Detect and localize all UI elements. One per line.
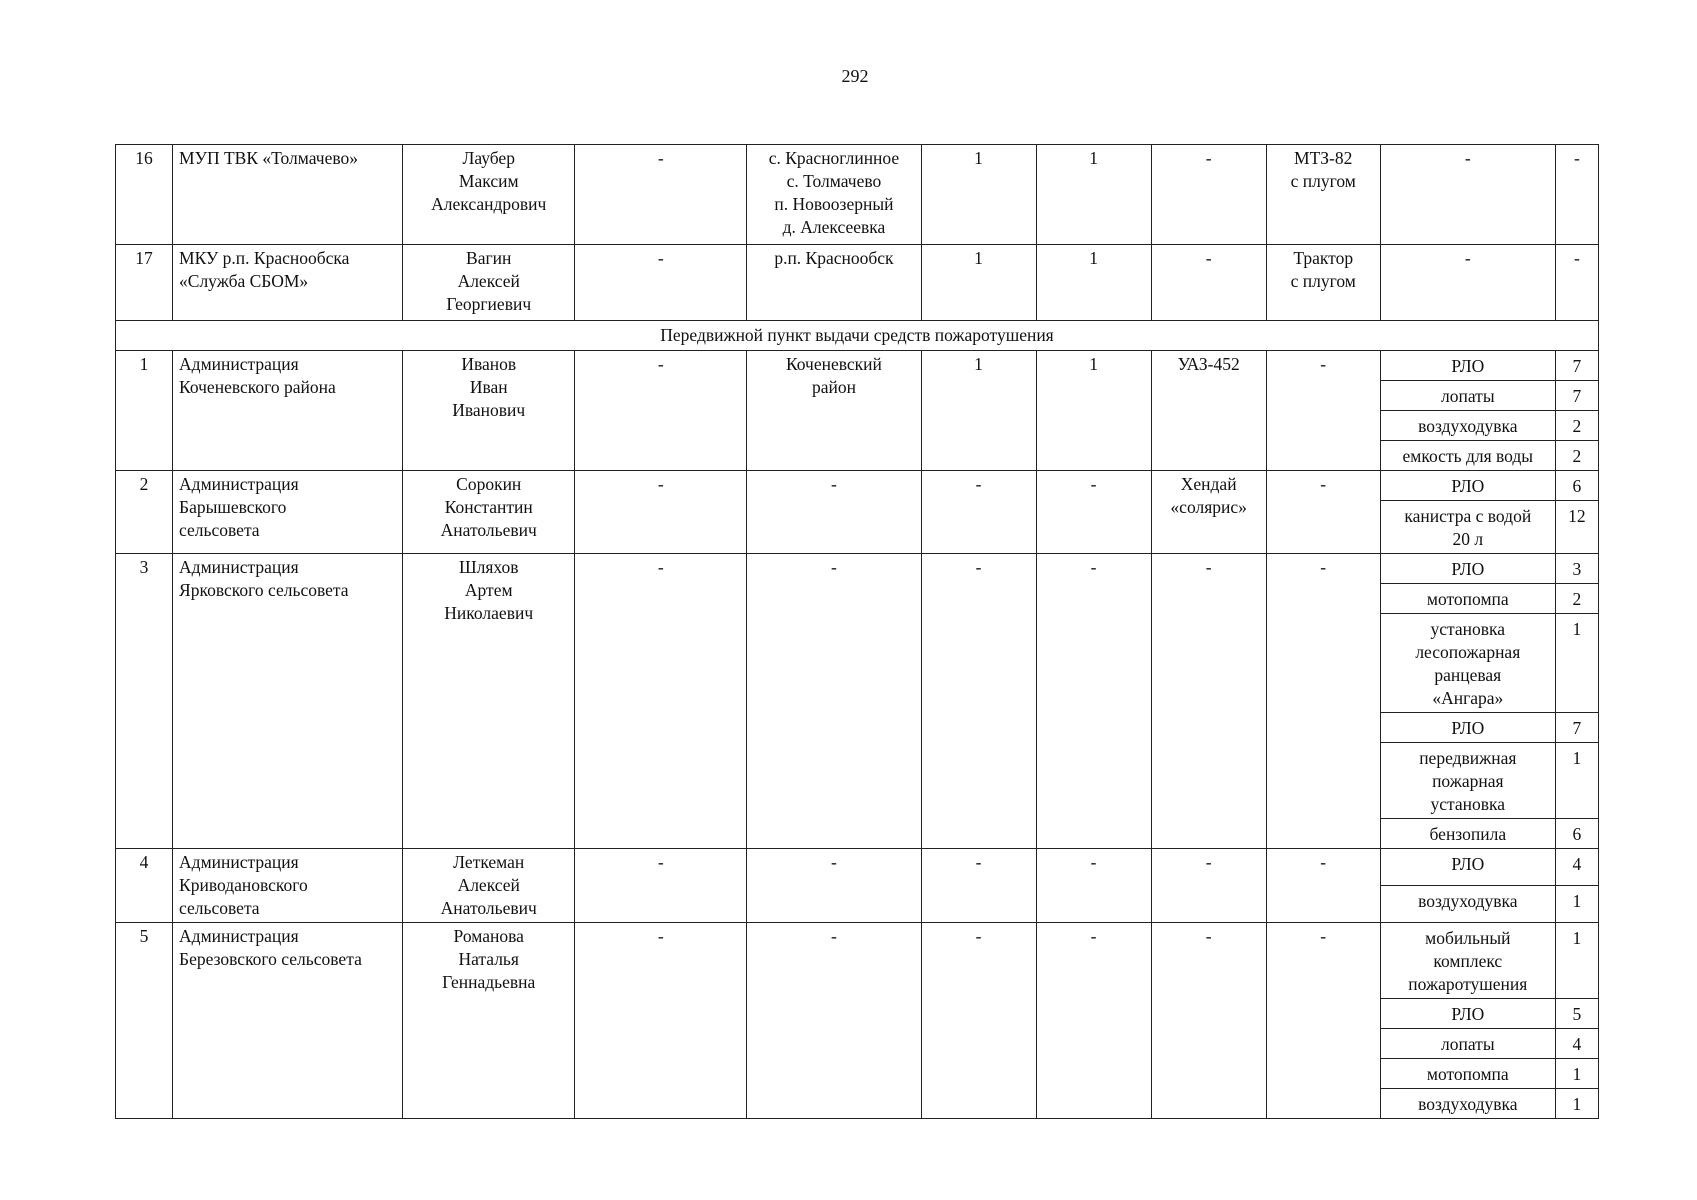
quantity-cell: 3 [1555,554,1598,584]
quantity-cell: 6 [1555,819,1598,849]
row-number: 3 [116,554,173,849]
quantity-cell: 1 [1555,743,1598,819]
section-title: Передвижной пункт выдачи средств пожаротушения [116,321,1599,351]
quantity-cell: 1 [1555,886,1598,923]
row-number: 17 [116,245,173,321]
item-cell: РЛО [1380,999,1555,1029]
row-number: 2 [116,471,173,554]
row-number: 5 [116,923,173,1119]
location-cell: с. Красноглинное с. Толмачево п. Новоозерный д. Алексеевка [747,145,921,245]
column-3-cell: - [575,554,747,849]
column-5-cell: 1 [921,145,1036,245]
item-cell: РЛО [1380,849,1555,886]
organization-cell: Администрация Березовского сельсовета [173,923,403,1119]
equipment-table [115,144,1599,1119]
responsible-cell: Вагин Алексей Георгиевич [403,245,575,321]
responsible-cell: Леткеман Алексей Анатольевич [403,849,575,923]
column-6-cell: 1 [1036,145,1151,245]
quantity-cell: 1 [1555,1089,1598,1119]
quantity-cell: - [1555,245,1598,321]
item-cell: РЛО [1380,713,1555,743]
item-cell: лопаты [1380,381,1555,411]
row-number: 16 [116,145,173,245]
item-cell: мобильный комплекс пожаротушения [1380,923,1555,999]
quantity-cell: 12 [1555,501,1598,554]
column-6-cell: 1 [1036,351,1151,471]
location-cell: - [747,849,921,923]
item-cell: воздуходувка [1380,886,1555,923]
quantity-cell: 2 [1555,584,1598,614]
column-6-cell: - [1036,471,1151,554]
organization-cell: Администрация Барышевского сельсовета [173,471,403,554]
vehicle-cell: - [1151,849,1266,923]
table-row [116,849,1599,886]
item-cell: - [1380,245,1555,321]
column-5-cell: - [921,554,1036,849]
table-row [116,145,1599,245]
responsible-cell: Иванов Иван Иванович [403,351,575,471]
item-cell: мотопомпа [1380,1059,1555,1089]
responsible-cell: Лаубер Максим Александрович [403,145,575,245]
row-number: 4 [116,849,173,923]
page-number: 292 [841,66,869,86]
quantity-cell: 7 [1555,381,1598,411]
item-cell: бензопила [1380,819,1555,849]
column-6-cell: - [1036,554,1151,849]
column-5-cell: - [921,923,1036,1119]
location-cell: - [747,554,921,849]
organization-cell: Администрация Криводановского сельсовета [173,849,403,923]
vehicle-cell: - [1151,245,1266,321]
column-5-cell: 1 [921,245,1036,321]
item-cell: мотопомпа [1380,584,1555,614]
table-row [116,351,1599,381]
responsible-cell: Романова Наталья Геннадьевна [403,923,575,1119]
organization-cell: МКУ р.п. Краснообска «Служба СБОМ» [173,245,403,321]
item-cell: воздуходувка [1380,1089,1555,1119]
organization-cell: Администрация Ярковского сельсовета [173,554,403,849]
quantity-cell: 4 [1555,1029,1598,1059]
machinery-cell: - [1266,471,1380,554]
table-row [116,554,1599,584]
item-cell: канистра с водой 20 л [1380,501,1555,554]
machinery-cell: - [1266,351,1380,471]
column-3-cell: - [575,145,747,245]
machinery-cell: - [1266,849,1380,923]
table-row [116,471,1599,501]
item-cell: - [1380,145,1555,245]
vehicle-cell: - [1151,923,1266,1119]
column-6-cell: - [1036,849,1151,923]
column-5-cell: - [921,849,1036,923]
quantity-cell: 2 [1555,411,1598,441]
responsible-cell: Шляхов Артем Николаевич [403,554,575,849]
quantity-cell: - [1555,145,1598,245]
vehicle-cell: - [1151,145,1266,245]
row-number: 1 [116,351,173,471]
quantity-cell: 1 [1555,1059,1598,1089]
quantity-cell: 1 [1555,923,1598,999]
vehicle-cell: - [1151,554,1266,849]
machinery-cell: Трактор с плугом [1266,245,1380,321]
location-cell: - [747,923,921,1119]
quantity-cell: 4 [1555,849,1598,886]
column-6-cell: 1 [1036,245,1151,321]
table-body [116,145,1599,1119]
vehicle-cell: УАЗ-452 [1151,351,1266,471]
responsible-cell: Сорокин Константин Анатольевич [403,471,575,554]
location-cell: Коченевский район [747,351,921,471]
quantity-cell: 1 [1555,614,1598,713]
item-cell: РЛО [1380,471,1555,501]
column-5-cell: - [921,471,1036,554]
column-3-cell: - [575,849,747,923]
item-cell: передвижная пожарная установка [1380,743,1555,819]
quantity-cell: 6 [1555,471,1598,501]
organization-cell: МУП ТВК «Толмачево» [173,145,403,245]
quantity-cell: 7 [1555,351,1598,381]
column-3-cell: - [575,351,747,471]
item-cell: РЛО [1380,351,1555,381]
organization-cell: Администрация Коченевского района [173,351,403,471]
quantity-cell: 5 [1555,999,1598,1029]
column-6-cell: - [1036,923,1151,1119]
item-cell: лопаты [1380,1029,1555,1059]
table-row [116,245,1599,321]
item-cell: установка лесопожарная ранцевая «Ангара» [1380,614,1555,713]
quantity-cell: 2 [1555,441,1598,471]
location-cell: р.п. Краснообск [747,245,921,321]
item-cell: РЛО [1380,554,1555,584]
column-5-cell: 1 [921,351,1036,471]
machinery-cell: МТЗ-82 с плугом [1266,145,1380,245]
vehicle-cell: Хендай «солярис» [1151,471,1266,554]
quantity-cell: 7 [1555,713,1598,743]
column-3-cell: - [575,471,747,554]
table-row [116,923,1599,999]
section-row [116,321,1599,351]
location-cell: - [747,471,921,554]
item-cell: емкость для воды [1380,441,1555,471]
column-3-cell: - [575,245,747,321]
machinery-cell: - [1266,923,1380,1119]
machinery-cell: - [1266,554,1380,849]
column-3-cell: - [575,923,747,1119]
item-cell: воздуходувка [1380,411,1555,441]
